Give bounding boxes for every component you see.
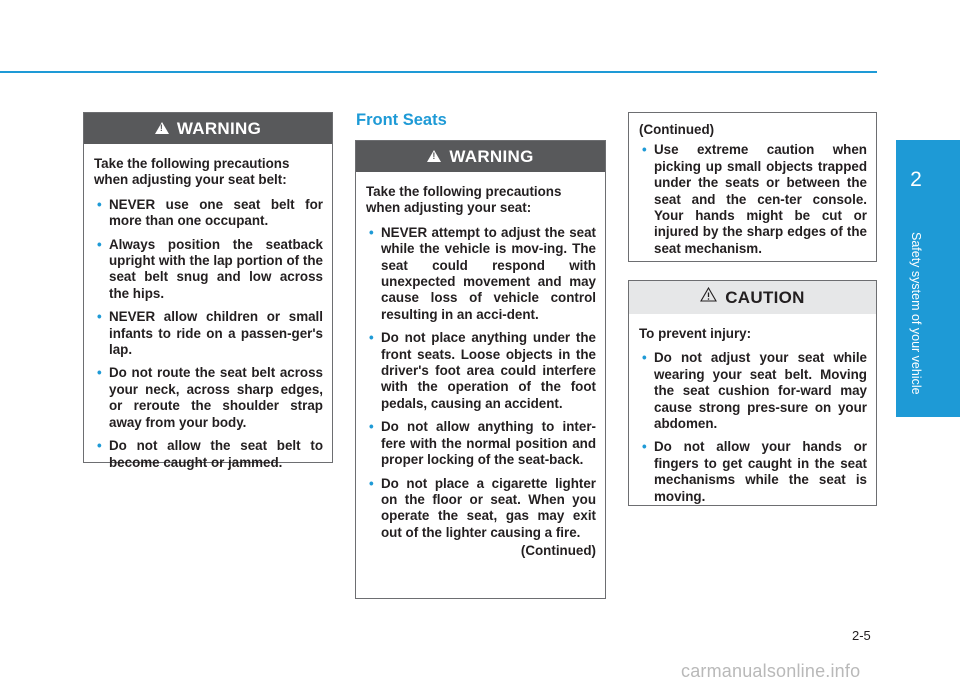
list-item: • Always position the seatback upright with the lap portion of the seat belt snug and low across the hips.: [97, 236, 323, 301]
bullet-icon: •: [97, 309, 102, 325]
chapter-title: Safety system of your vehicle: [909, 231, 923, 395]
bullet-icon: •: [369, 475, 374, 491]
continued-label: (Continued): [639, 122, 715, 137]
continued-label: (Continued): [520, 543, 596, 559]
list-item: • Do not allow anything to inter-fere with the normal position and proper locking of the seat-back.: [369, 419, 596, 468]
caution-header: [629, 281, 876, 314]
warning-box-seat: [355, 140, 606, 599]
continued-box: [628, 112, 877, 262]
chapter-number: 2: [910, 168, 922, 191]
watermark: carmanualsonline.info: [681, 661, 861, 681]
page-number: 2-5: [852, 628, 871, 643]
warning-header: [84, 113, 332, 144]
bullet-icon: •: [97, 236, 102, 252]
list-item: • Do not allow the seat belt to become caught or jammed.: [97, 438, 323, 470]
bullet-icon: •: [369, 330, 374, 346]
list-item: • Do not adjust your seat while wearing your seat belt. Moving the seat cushion for-ward may cause strong pres-sure on your abdomen.: [642, 350, 867, 432]
list-item: • Do not place a cigarette lighter on the floor or seat. When you operate the seat, gas may exit out of the lighter causing a fire.: [369, 475, 596, 540]
caution-triangle-icon: [700, 287, 717, 302]
list-item: • Use extreme caution when picking up small objects trapped under the seats or between the seat and the cen-ter console. Your hands might be cut or injured by the sharp edges of the seat mechanism.: [642, 142, 867, 256]
bullet-icon: •: [642, 142, 647, 158]
bullet-icon: •: [369, 224, 374, 240]
warning-heading: WARNING: [176, 118, 262, 138]
list-item: • NEVER attempt to adjust the seat while the vehicle is mov-ing. The seat could respond with unexpected movement and may cause loss of vehicle control resulting in an acci-dent.: [369, 224, 596, 322]
bullet-icon: •: [369, 419, 374, 435]
bullet-icon: •: [642, 439, 647, 455]
warning-heading: WARNING: [449, 146, 534, 166]
list-item: • NEVER use one seat belt for more than one occupant.: [97, 196, 323, 229]
caution-box: [628, 280, 877, 506]
list-item: • Do not allow your hands or fingers to get caught in the seat mechanisms while the seat is moving.: [642, 439, 867, 504]
caution-heading: CAUTION: [725, 287, 805, 307]
list-item: • NEVER allow children or small infants to ride on a passen-ger's lap.: [97, 309, 323, 358]
warning-intro: Take the following precautions when adjusting your seat:: [366, 184, 562, 216]
header-rule: [0, 71, 877, 73]
warning-box-seat-belt: [83, 112, 333, 470]
bullet-icon: •: [642, 350, 647, 366]
list-item: • Do not place anything under the front seats. Loose objects in the driver's foot area could interfere with the operation of the foot pedals, causing an accident.: [369, 330, 596, 411]
bullet-icon: •: [97, 196, 102, 212]
warning-header: [356, 141, 605, 172]
warning-intro: Take the following precautions when adjusting your seat belt:: [94, 156, 290, 188]
list-item: • Do not route the seat belt across your neck, across sharp edges, or reroute the shoulder strap away from your body.: [97, 365, 323, 430]
caution-intro: To prevent injury:: [639, 326, 752, 341]
bullet-icon: •: [97, 365, 102, 381]
chapter-tab: [896, 140, 960, 417]
warning-triangle-icon: [155, 122, 169, 134]
bullet-icon: •: [97, 438, 102, 454]
section-title: Front Seats: [356, 111, 447, 129]
warning-triangle-icon: [427, 150, 441, 162]
